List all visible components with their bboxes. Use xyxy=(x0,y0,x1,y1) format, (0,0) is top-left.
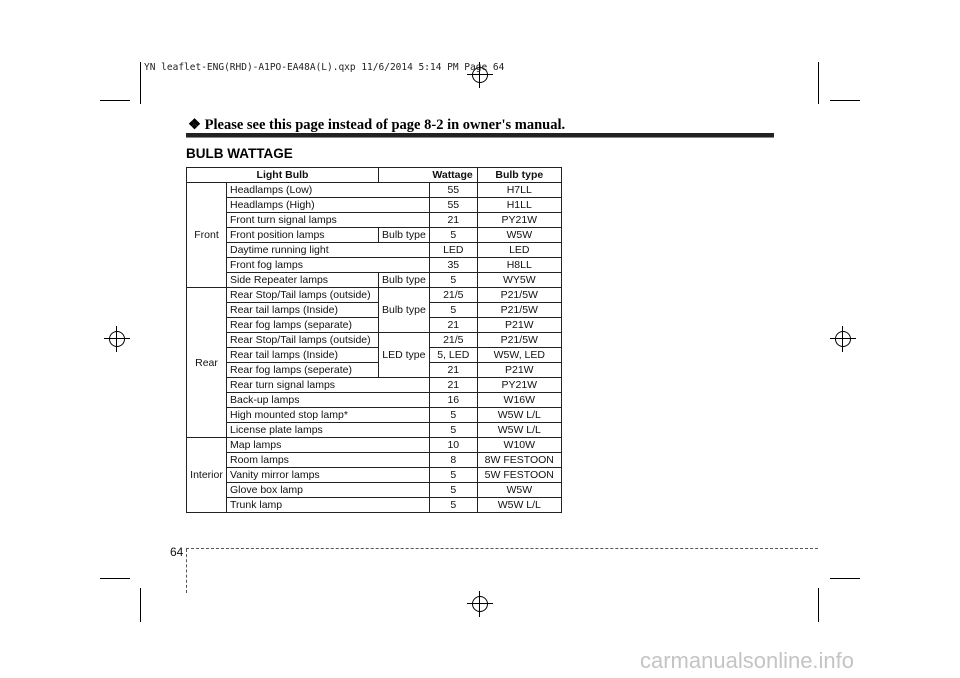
bulb-type: P21/5W xyxy=(477,303,561,318)
bulb-wattage: 21/5 xyxy=(429,333,477,348)
bulb-wattage: 55 xyxy=(429,183,477,198)
notice-heading: ❖ Please see this page instead of page 8-2 in owner's manual. xyxy=(188,117,566,133)
bulb-wattage: 35 xyxy=(429,258,477,273)
registration-mark-icon xyxy=(830,326,856,352)
bulb-type: 5W FESTOON xyxy=(477,468,561,483)
bulb-wattage: 5 xyxy=(429,303,477,318)
table-row xyxy=(187,438,562,453)
bulb-wattage: 21 xyxy=(429,363,477,378)
bulb-type: PY21W xyxy=(477,213,561,228)
table-header-row xyxy=(187,168,562,183)
bulb-name: Rear Stop/Tail lamps (outside) xyxy=(227,288,379,303)
sub-type-label: Bulb type xyxy=(379,288,430,333)
bulb-wattage: 5 xyxy=(429,498,477,513)
bulb-name: Rear fog lamps (seperate) xyxy=(227,363,379,378)
table-row xyxy=(187,198,562,213)
table-row xyxy=(187,303,562,318)
bulb-wattage: 16 xyxy=(429,393,477,408)
table-row xyxy=(187,288,562,303)
header-wattage: Wattage xyxy=(379,168,478,183)
group-rear: Rear xyxy=(187,288,227,438)
bulb-wattage-table xyxy=(186,167,562,513)
bulb-type: W5W L/L xyxy=(477,423,561,438)
table-row xyxy=(187,453,562,468)
bulb-type: W16W xyxy=(477,393,561,408)
table-row xyxy=(187,183,562,198)
bulb-type: P21W xyxy=(477,363,561,378)
bulb-name: Daytime running light xyxy=(227,243,430,258)
bulb-type: W5W L/L xyxy=(477,408,561,423)
table-row xyxy=(187,273,562,288)
table-row xyxy=(187,213,562,228)
bulb-type: W10W xyxy=(477,438,561,453)
bulb-name: Rear tail lamps (Inside) xyxy=(227,348,379,363)
bulb-type: P21/5W xyxy=(477,333,561,348)
bulb-name: Front position lamps xyxy=(227,228,379,243)
bulb-wattage: 5 xyxy=(429,408,477,423)
crop-mark xyxy=(818,62,819,104)
table-row xyxy=(187,348,562,363)
print-slug: YN leaflet-ENG(RHD)-A1PO-EA48A(L).qxp 11/6/2014 5:14 PM Page 64 xyxy=(144,62,505,73)
registration-mark-icon xyxy=(467,591,493,617)
bulb-type: LED xyxy=(477,243,561,258)
bulb-wattage: 8 xyxy=(429,453,477,468)
bulb-name: Headlamps (High) xyxy=(227,198,430,213)
bulb-wattage: 5, LED xyxy=(429,348,477,363)
bulb-name: Glove box lamp xyxy=(227,483,430,498)
bulb-wattage: 5 xyxy=(429,423,477,438)
bulb-name: Vanity mirror lamps xyxy=(227,468,430,483)
bulb-name: Rear Stop/Tail lamps (outside) xyxy=(227,333,379,348)
bulb-name: Map lamps xyxy=(227,438,430,453)
table-row xyxy=(187,483,562,498)
table-row xyxy=(187,258,562,273)
bulb-wattage: 5 xyxy=(429,468,477,483)
bulb-wattage: 21 xyxy=(429,378,477,393)
bulb-name: Side Repeater lamps xyxy=(227,273,379,288)
bulb-name: Room lamps xyxy=(227,453,430,468)
bulb-type: P21/5W xyxy=(477,288,561,303)
bulb-wattage: 10 xyxy=(429,438,477,453)
header-light-bulb: Light Bulb xyxy=(187,168,379,183)
bulb-type: H8LL xyxy=(477,258,561,273)
bulb-name: License plate lamps xyxy=(227,423,430,438)
crop-mark xyxy=(140,62,141,104)
bulb-name: High mounted stop lamp* xyxy=(227,408,430,423)
bulb-type: W5W xyxy=(477,483,561,498)
table-row xyxy=(187,498,562,513)
bulb-name: Front fog lamps xyxy=(227,258,430,273)
notice-rule-thin xyxy=(186,137,774,138)
bulb-name: Rear turn signal lamps xyxy=(227,378,430,393)
crop-mark xyxy=(140,588,141,622)
bulb-wattage: 21 xyxy=(429,318,477,333)
header-bulb-type: Bulb type xyxy=(477,168,561,183)
sub-type-label: LED type xyxy=(379,333,430,378)
table-row xyxy=(187,318,562,333)
sub-type-label: Bulb type xyxy=(379,273,430,288)
crop-mark xyxy=(100,578,130,579)
bulb-type: 8W FESTOON xyxy=(477,453,561,468)
watermark: carmanualsonline.info xyxy=(640,648,855,673)
table-row xyxy=(187,393,562,408)
bulb-name: Rear fog lamps (separate) xyxy=(227,318,379,333)
bulb-name: Headlamps (Low) xyxy=(227,183,430,198)
bulb-wattage: 21/5 xyxy=(429,288,477,303)
bulb-wattage: 5 xyxy=(429,228,477,243)
table-row xyxy=(187,333,562,348)
table-row xyxy=(187,408,562,423)
crop-mark xyxy=(830,578,860,579)
crop-mark xyxy=(818,588,819,622)
footer-dotted-rule-vertical xyxy=(186,549,187,593)
crop-mark xyxy=(100,100,130,101)
table-row xyxy=(187,423,562,438)
table-row xyxy=(187,363,562,378)
table-row xyxy=(187,468,562,483)
group-interior: Interior xyxy=(187,438,227,513)
table-row xyxy=(187,378,562,393)
bulb-type: H1LL xyxy=(477,198,561,213)
group-front: Front xyxy=(187,183,227,288)
bulb-type: WY5W xyxy=(477,273,561,288)
crop-mark xyxy=(830,100,860,101)
bulb-type: PY21W xyxy=(477,378,561,393)
bulb-wattage: LED xyxy=(429,243,477,258)
page-number: 64 xyxy=(170,545,184,559)
section-title: BULB WATTAGE xyxy=(186,146,293,161)
bulb-wattage: 5 xyxy=(429,483,477,498)
bulb-type: P21W xyxy=(477,318,561,333)
bulb-wattage: 55 xyxy=(429,198,477,213)
bulb-type: W5W xyxy=(477,228,561,243)
bulb-name: Front turn signal lamps xyxy=(227,213,430,228)
bulb-type: W5W L/L xyxy=(477,498,561,513)
footer-dotted-rule xyxy=(186,548,818,549)
bulb-wattage: 5 xyxy=(429,273,477,288)
bulb-type: H7LL xyxy=(477,183,561,198)
table-row xyxy=(187,228,562,243)
bulb-name: Back-up lamps xyxy=(227,393,430,408)
sub-type-label: Bulb type xyxy=(379,228,430,243)
bulb-wattage: 21 xyxy=(429,213,477,228)
bulb-type: W5W, LED xyxy=(477,348,561,363)
bulb-name: Rear tail lamps (Inside) xyxy=(227,303,379,318)
table-row xyxy=(187,243,562,258)
bulb-name: Trunk lamp xyxy=(227,498,430,513)
registration-mark-icon xyxy=(104,326,130,352)
